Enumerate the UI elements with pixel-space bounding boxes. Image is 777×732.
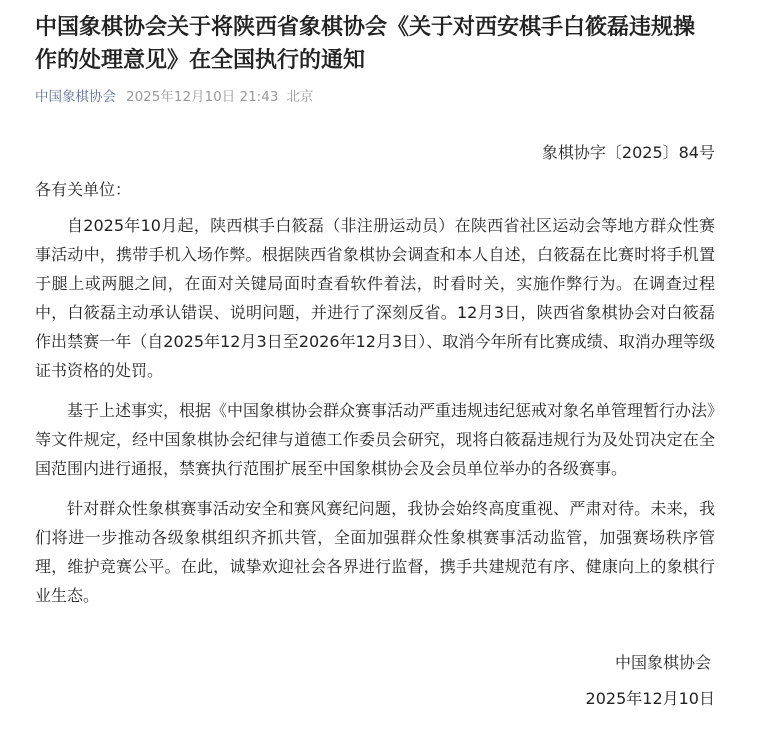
article-title: 中国象棋协会关于将陕西省象棋协会《关于对西安棋手白筱磊违规操作的处理意见》在全国执行的通知 bbox=[35, 15, 696, 73]
signature: 中国象棋协会 bbox=[614, 653, 711, 672]
paragraph-2: 基于上述事实，根据《中国象棋协会群众赛事活动严重违规违纪惩戒对象名单管理暂行办法》等文件规定，经中国象棋协会纪律与道德工作委员会研究，现将白筱磊违规行为及处罚决定在全国范围内进行通报，禁赛执行范围扩展至中国象棋协会及会员单位举办的各级赛事。 bbox=[35, 401, 716, 478]
paragraph-3: 针对群众性象棋赛事活动安全和赛风赛纪问题，我协会始终高度重视、严肃对待。未来，我们将进一步推动各级象棋组织齐抓共管，全面加强群众性象棋赛事活动监管，加强赛场秩序管理，维护竞赛公平。在此，诚挚欢迎社会各界进行监督，携手共建规范有序、健康向上的象棋行业生态。 bbox=[35, 499, 715, 605]
salutation: 各有关单位： bbox=[35, 180, 132, 199]
article-meta bbox=[35, 87, 715, 107]
publish-time: 2025年12月10日 21:43 bbox=[126, 89, 279, 105]
paragraph-1: 自2025年10月起，陕西棋手白筱磊（非注册运动员）在陕西省社区运动会等地方群众性赛事活动中，携带手机入场作弊。根据陕西省象棋协会调查和本人自述，白筱磊在比赛时将手机置于腿上或两腿之间，在面对关键局面时查看软件着法，时看时关，实施作弊行为。在调查过程中，白筱磊主动承认错误、说明问题，并进行了深刻反省。12月3日，陕西省象棋协会对白筱磊作出禁赛一年（自2025年12月3日至2026年12月3日）、取消今年所有比赛成绩、取消办理等级证书资格的处罚。 bbox=[35, 216, 715, 380]
publish-location: 北京 bbox=[286, 89, 314, 105]
document-number: 象棋协字〔2025〕84号 bbox=[541, 143, 715, 162]
signature-date: 2025年12月10日 bbox=[585, 689, 715, 708]
article-body bbox=[35, 139, 715, 714]
author-link[interactable]: 中国象棋协会 bbox=[35, 89, 116, 105]
